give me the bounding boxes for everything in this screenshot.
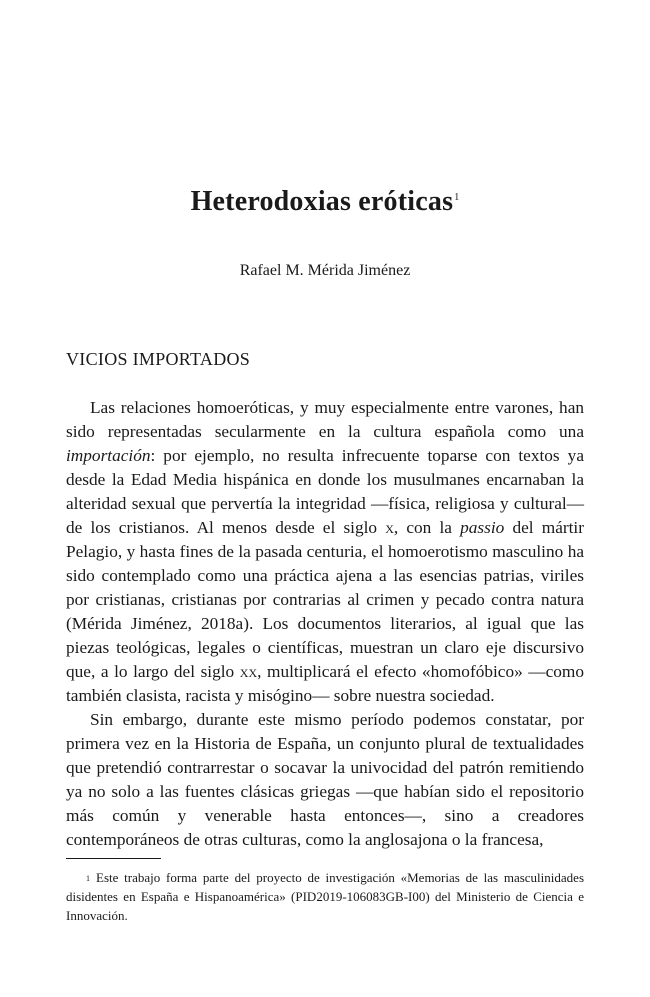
chapter-title [0,186,650,218]
footnote-mark: 1 [86,874,90,883]
author-name: Rafael M. Mérida Jiménez [239,262,411,279]
p1-text-b: : por ejemplo, no resulta infrecuente toparse con textos ya desde la Edad Media hispánica en donde los musulmanes encarnaban la alteridad sexual que pervertía la integridad —física, religiosa y cultural— de los cristianos. Al menos desde el siglo [66,446,584,537]
p1-century-x: x [385,518,394,537]
p1-text-d: del mártir Pelagio, y hasta fines de la pasada centuria, el homoerotismo masculino ha sido contemplado como una práctica ajena a las esencias patrias, viriles por cristianas, cristianas por contrarias al crimen y pecado contra natura (Mérida Jiménez, 2018a). Los documentos literarios, al igual que las piezas teológicas, legales o científicas, muestran un claro eje discursivo que, a lo largo del siglo [66,518,584,681]
footnote-divider [66,858,161,859]
p1-text-e: , multiplicará el efecto «homofóbico» —como también clasista, racista y misógino— sobre nuestra sociedad. [66,662,584,705]
p1-century-xx: xx [239,662,258,681]
footnote-text: Este trabajo forma parte del proyecto de investigación «Memorias de las masculinidades disidentes en España e Hispanoamérica» (PID2019-106083GB-I00) del Ministerio de Ciencia e Innovación. [66,870,584,923]
body-text [66,396,584,852]
footnote [66,868,584,925]
chapter-title-text: Heterodoxias eróticas [190,186,454,217]
p1-italic-passio: passio [460,518,505,537]
p1-italic-importacion: importación [66,446,151,465]
section-heading: VICIOS IMPORTADOS [66,349,251,369]
paragraph-2: Sin embargo, durante este mismo período podemos constatar, por primera vez en la Historia de España, un conjunto plural de textualidades que pretendió contrarrestar o socavar la univocidad del patrón remitiendo ya no solo a las fuentes clásicas griegas —que habían sido el repositorio más común y venerable hasta entonces—, sino a creadores contemporáneos de otras culturas, como la anglosajona o la francesa, [66,710,584,849]
footnote-reference[interactable]: 1 [454,192,460,203]
p1-text-c: , con la [393,518,461,537]
paragraph-1 [66,396,584,708]
p1-text-a: Las relaciones homoeróticas, y muy especialmente entre varones, han sido representadas secularmente en la cultura española como una [66,398,584,441]
